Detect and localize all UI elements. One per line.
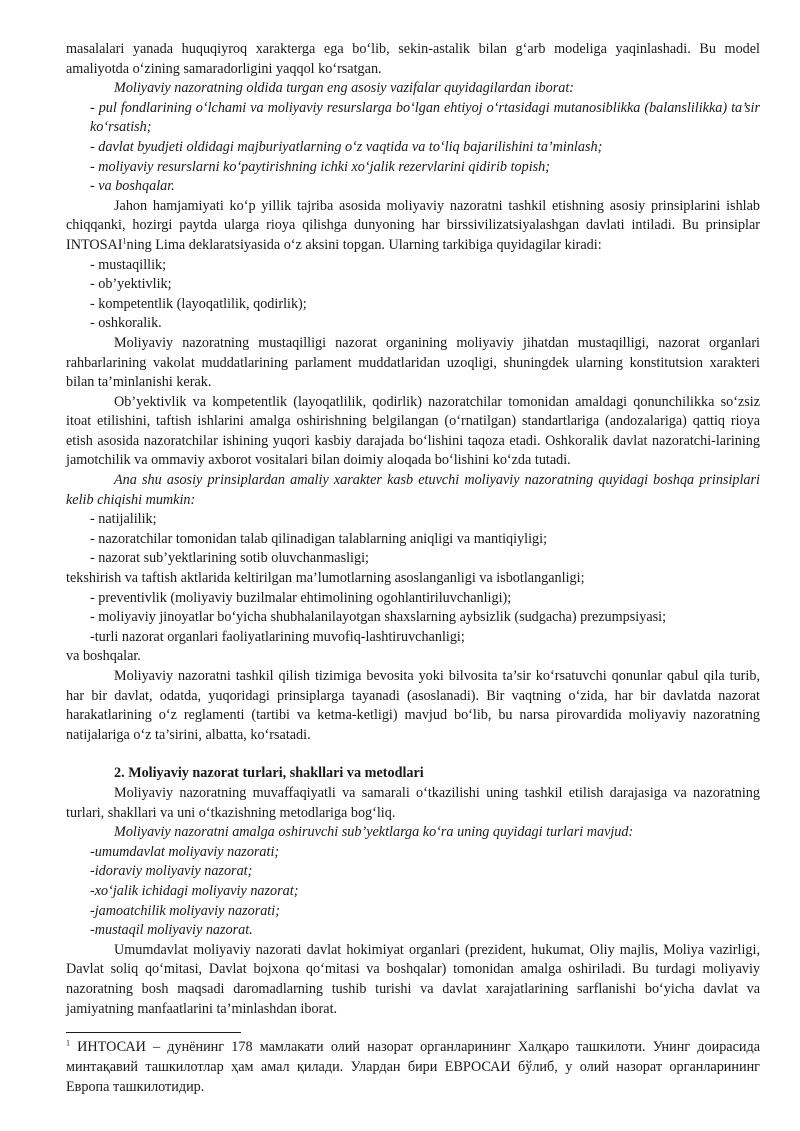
paragraph-intro: masalalari yanada huquqiyroq xarakterga ega bo‘lib, sekin-astalik bilan g‘arb modeliga yaqinlashadi. Bu model amaliyotda o‘zining samaradorligini yaqqol ko‘rsatgan. [66, 41, 760, 77]
text-segment: ning Lima deklaratsiyasida o‘z aksini topgan. Ularning tarkibiga quyidagilar kiradi: [126, 236, 602, 253]
paragraph-other-principles-intro: Ana shu asosiy prinsiplardan amaliy xarakter kasb etuvchi moliyaviy nazoratning quyidagi boshqa prinsiplari kelib chiqishi mumkin: [66, 472, 760, 508]
paragraph-types-intro: Moliyaviy nazoratni amalga oshiruvchi sub’yektlarga ko‘ra uning quyidagi turlari mavjud: [114, 824, 634, 841]
paragraph-objectivity: Ob’yektivlik va kompetentlik (layoqatlilik, qodirlik) nazoratchilar tomonidan amaldagi qonunchilikka so‘zsiz itoat etilishini, taftish ishlarini amalga oshirishning belgilangan (o‘rnatilgan) standartlariga (andozalariga) qattiq rioya etish asosida nazoratchilar ishining yuqori kasbiy darajada bo‘lishini taqoza etadi. Oshkoralik davlat nazoratchi-larining jamotchilik va ommaviy axborot vositalari bilan doimiy aloqada bo‘lishini ko‘zda tutadi. [66, 393, 760, 469]
paragraph-laws: Moliyaviy nazoratni tashkil qilish tizimiga bevosita yoki bilvosita ta’sir ko‘rsatuvchi qonunlar qabul qila turib, har bir davlat, odatda, yuqoridagi prinsiplarga tayanadi (asoslanadi). Bir vaqtning o‘zida, har bir davlatda nazorat harakatlarining o‘z reglamenti (tartibi va ketma-ketligi) mavjud bo‘lib, bu narsa pirovardida moliyaviy nazoratning natijalariga o‘z ta’sirini, albatta, ko‘rsatadi. [66, 668, 760, 743]
list-item-task: - moliyaviy resurslarni ko‘paytirishning ichki xo‘jalik rezervlarini qidirib topish; [90, 158, 550, 175]
footnote-reference[interactable]: 1 [122, 236, 127, 246]
list-item-type: -xo‘jalik ichidagi moliyaviy nazorat; [90, 882, 299, 899]
paragraph-state-control: Umumdavlat moliyaviy nazorati davlat hokimiyat organlari (prezident, hukumat, Oliy majlis, Moliya vazirligi, Davlat soliq qo‘mitasi, Davlat bojxona qo‘mitasi va boshqalar) tomonidan amalga oshiriladi. Bu turdagi moliyaviy nazoratning bosh maqsadi daromadlarning tushib turishi va davlat xarajatlarining sarflanishi bo‘yicha davlat va jamiyatning manfaatlarini ta’minlashdan iborat. [66, 941, 760, 1017]
list-item-other-principle: tekshirish va taftish aktlarida keltirilgan ma’lumotlarning asoslanganligi va isbotlanganligi; [66, 570, 585, 587]
paragraph-principles-intro [66, 197, 760, 256]
section-heading: 2. Moliyaviy nazorat turlari, shakllari va metodlari [114, 765, 424, 782]
footnote-text: ИНТОСАИ – дунёнинг 178 мамлакати олий назорат органларининг Халқаро ташкилоти. Унинг доирасида минтақавий ташкилотлар ҳам амал қилади. Улардан бири ЕВРОСАИ бўлиб, у олий назорат органларининг Европа ташкилотидир. [66, 1039, 760, 1095]
section-gap [66, 745, 760, 764]
paragraph-tasks-intro: Moliyaviy nazoratning oldida turgan eng asosiy vazifalar quyidagilardan iborat: [114, 80, 575, 97]
list-item-principle: - ob’yektivlik; [90, 276, 172, 293]
list-item-other-principle: - moliyaviy jinoyatlar bo‘yicha shubhalanilayotgan shaxslarning aybsizlik (sudgacha) prezumpsiyasi; [90, 609, 667, 626]
footnote-separator [66, 1032, 241, 1033]
paragraph-independence: Moliyaviy nazoratning mustaqilligi nazorat organining moliyaviy jihatdan mustaqilligi, nazorat organlari rahbarlarining vakolat muddatlarining parlament muddatlaridan uzoqligi, shuningdek ularning konstitutsion xarakteri bilan ta’minlanishi kerak. [66, 334, 760, 391]
footnote [66, 1037, 760, 1097]
list-item-task: - pul fondlarining o‘lchami va moliyaviy resurslarga bo‘lgan ehtiyoj o‘rtasidagi mutanosiblikka (balanslilikka) ta’sir ko‘rsatish; [90, 99, 760, 136]
list-item-principle: - oshkoralik. [90, 315, 162, 332]
list-item-other-principle: - nazoratchilar tomonidan talab qilinadigan talablarning aniqligi va mantiqiyligi; [90, 530, 548, 547]
list-item-other-principle: - preventivlik (moliyaviy buzilmalar ehtimolining ogohlantiriluvchanligi); [90, 589, 512, 606]
list-item-type: -umumdavlat moliyaviy nazorati; [90, 843, 280, 860]
list-item-type: -idoraviy moliyaviy nazorat; [90, 863, 253, 880]
list-item-other-principle: va boshqalar. [66, 648, 141, 665]
list-item-type: -jamoatchilik moliyaviy nazorati; [90, 902, 280, 919]
list-item-task: - davlat byudjeti oldidagi majburiyatlarning o‘z vaqtida va to‘liq bajarilishini ta’minlash; [90, 138, 603, 155]
list-item-principle: - kompetentlik (layoqatlilik, qodirlik); [90, 295, 307, 312]
text-segment: Jahon hamjamiyati ko‘p yillik tajriba asosida moliyaviy nazoratni tashkil etishning asosiy prinsiplarini ishlab chiqqanki, hozirgi paytda ularga rioya qilishga dunyoning har birssivilizatsiyalashgan davlati intiladi. Bu prinsiplar INTOSAI [66, 197, 760, 253]
list-item-other-principle: -turli nazorat organlari faoliyatlarining muvofiq-lashtiruvchanligi; [90, 628, 465, 645]
list-item-type: -mustaqil moliyaviy nazorat. [90, 922, 253, 939]
footnote-number: 1 [66, 1038, 70, 1048]
list-item-other-principle: - natijalilik; [90, 511, 157, 528]
list-item-principle: - mustaqillik; [90, 256, 167, 273]
paragraph-success: Moliyaviy nazoratning muvaffaqiyatli va samarali o‘tkazilishi uning tashkil etilish darajasiga va nazoratning turlari, shakllari va uni o‘tkazishning metodlariga bog‘liq. [66, 784, 760, 821]
list-item-other-principle: - nazorat sub’yektlarining sotib oluvchanmasligi; [90, 550, 369, 567]
list-item-task: - va boshqalar. [90, 178, 175, 195]
